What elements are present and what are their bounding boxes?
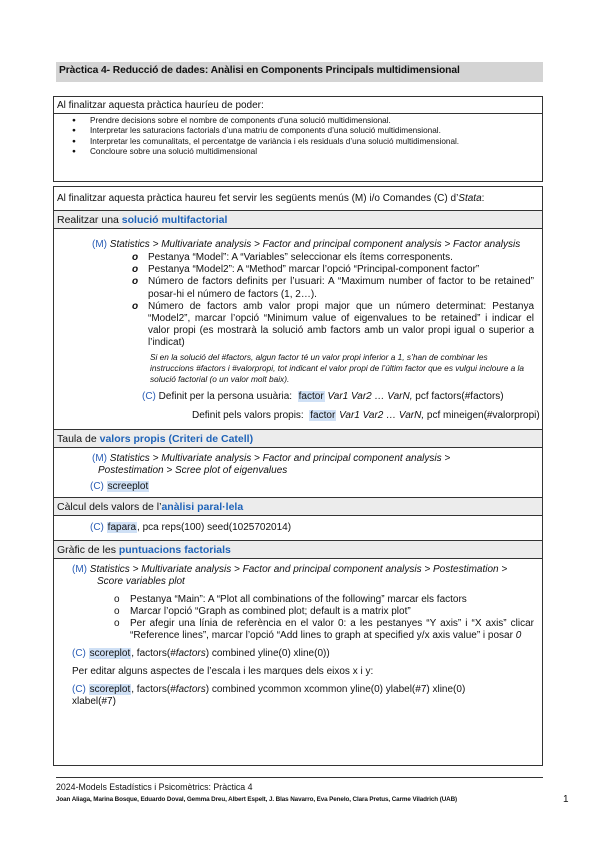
menus-intro: Al finalitzar aquesta pràctica haureu fet servir les següents menús (M) i/o Comandes (C) d’Stata: — [54, 187, 542, 211]
list-item: o Marcar l’opció “Graph as combined plot; default is a matrix plot” — [114, 606, 534, 618]
factors-note: Si en la solució del #factors, algun factor té un valor propi inferior a 1, s’han de combinar les instruccions #factors i #valorpropi, tot indicant el valor propi de l’últim factor que es vulgui incloure a la solució factorial (o un valor molt baix). — [150, 351, 525, 384]
menu-path-scree-plot: (M) Statistics > Multivariate analysis > Factor and principal component analysis > — [92, 452, 451, 464]
factor-analysis-steps — [54, 252, 542, 350]
list-item: o Pestanya “Model”: A “Variables” seleccionar els ítems corresponents. — [132, 252, 534, 264]
command-screeplot: (C) screeplot — [90, 480, 149, 492]
objectives-box — [53, 96, 543, 182]
list-item: o Número de factors amb valor propi major que un número determinat: Pestanya “Model2”, marcar l’opció “Minimum value of eigenvalues to be retained” i indicar el valor propi (es mostrarà la solució amb factors amb un valor propi igual o superior a l’indicat) — [132, 301, 534, 350]
section-header-factor-scores: Gràfic de les puntuacions factorials — [54, 540, 542, 559]
command-scoreplot-advanced-cont: xlabel(#7) — [72, 696, 116, 708]
page-title: Pràctica 4- Reducció de dades: Anàlisi en Components Principals multidimensional — [56, 62, 543, 82]
score-plot-steps — [54, 594, 542, 643]
menu-path-factor-analysis: (M) Statistics > Multivariate analysis > Factor and principal component analysis > Factor analysis — [92, 239, 521, 250]
list-item: o Pestanya “Model2”: A “Method” marcar l’opció “Principal-component factor” — [132, 264, 534, 276]
command-scoreplot-advanced: (C) scoreplot, factors(#factors) combined ycommon xcommon yline(0) ylabel(#7) xline(0) — [72, 684, 466, 696]
page-number: 1 — [563, 794, 569, 805]
section-header-parallel-analysis: Càlcul dels valors de l’anàlisi paral·lela — [54, 497, 542, 516]
objectives-list — [54, 114, 542, 158]
command-user-defined: (C) Definit per la persona usuària: factor Var1 Var2 … VarN, pcf factors(#factors) — [142, 390, 504, 402]
list-item: o Número de factors definits per l’usuari: A “Maximum number of factor to be retained” posar-hi el número de factors (1, 2…). — [132, 276, 534, 300]
list-item: o Per afegir una línia de referència en el valor 0: a les pestanyes “Y axis” i “X axis” clicar “Reference lines”, marcar l’opció “Add lines to graph at specified y/x axis value” i posar 0 — [114, 618, 534, 642]
footer-course: 2024-Models Estadístics i Psicomètrics: Pràctica 4 — [56, 782, 253, 792]
edit-axes-text: Per editar alguns aspectes de l’escala i les marques dels eixos x i y: — [72, 666, 374, 678]
command-eigenvalue-defined: Definit pels valors propis: factor Var1 Var2 … VarN, pcf mineigen(#valorpropi) — [192, 409, 540, 421]
objective-item: ● Concloure sobre una solució multidimensional — [54, 147, 536, 157]
objectives-header: Al finalitzar aquesta pràctica hauríeu de poder: — [54, 97, 542, 114]
objective-item: ● Interpretar les saturacions factorials d’una matriu de components d’una solució multidimensional. — [54, 126, 536, 136]
menu-path-score-plot-cont: Score variables plot — [97, 575, 185, 587]
command-scoreplot: (C) scoreplot, factors(#factors) combined yline(0) xline(0)) — [72, 648, 330, 660]
list-item: o Pestanya “Main”: A “Plot all combinations of the following” marcar els factors — [114, 594, 534, 606]
section-header-eigenvalues: Taula de valors propis (Criteri de Catell) — [54, 429, 542, 448]
objective-item: ● Interpretar les comunalitats, el percentatge de variància i els residuals d’una solució multidimensional. — [54, 137, 536, 147]
menu-path-scree-plot-cont: Postestimation > Scree plot of eigenvalues — [98, 464, 288, 476]
menu-path-score-plot: (M) Statistics > Multivariate analysis > Factor and principal component analysis > Postestimation > — [72, 563, 508, 575]
objective-item: ● Prendre decisions sobre el nombre de components d’una solució multidimensional. — [54, 116, 536, 126]
menus-commands-box — [53, 186, 543, 766]
footer-divider — [56, 777, 543, 778]
section-header-multifactorial: Realitzar una solució multifactorial — [54, 211, 542, 229]
footer-authors: Joan Aliaga, Marina Bosque, Eduardo Doval, Gemma Dreu, Albert Espelt, J. Blas Navarro, Eva Penelo, Clara Pretus, Carme Viladrich (UAB) — [56, 796, 458, 803]
command-fapara: (C) fapara, pca reps(100) seed(1025702014) — [90, 521, 292, 533]
